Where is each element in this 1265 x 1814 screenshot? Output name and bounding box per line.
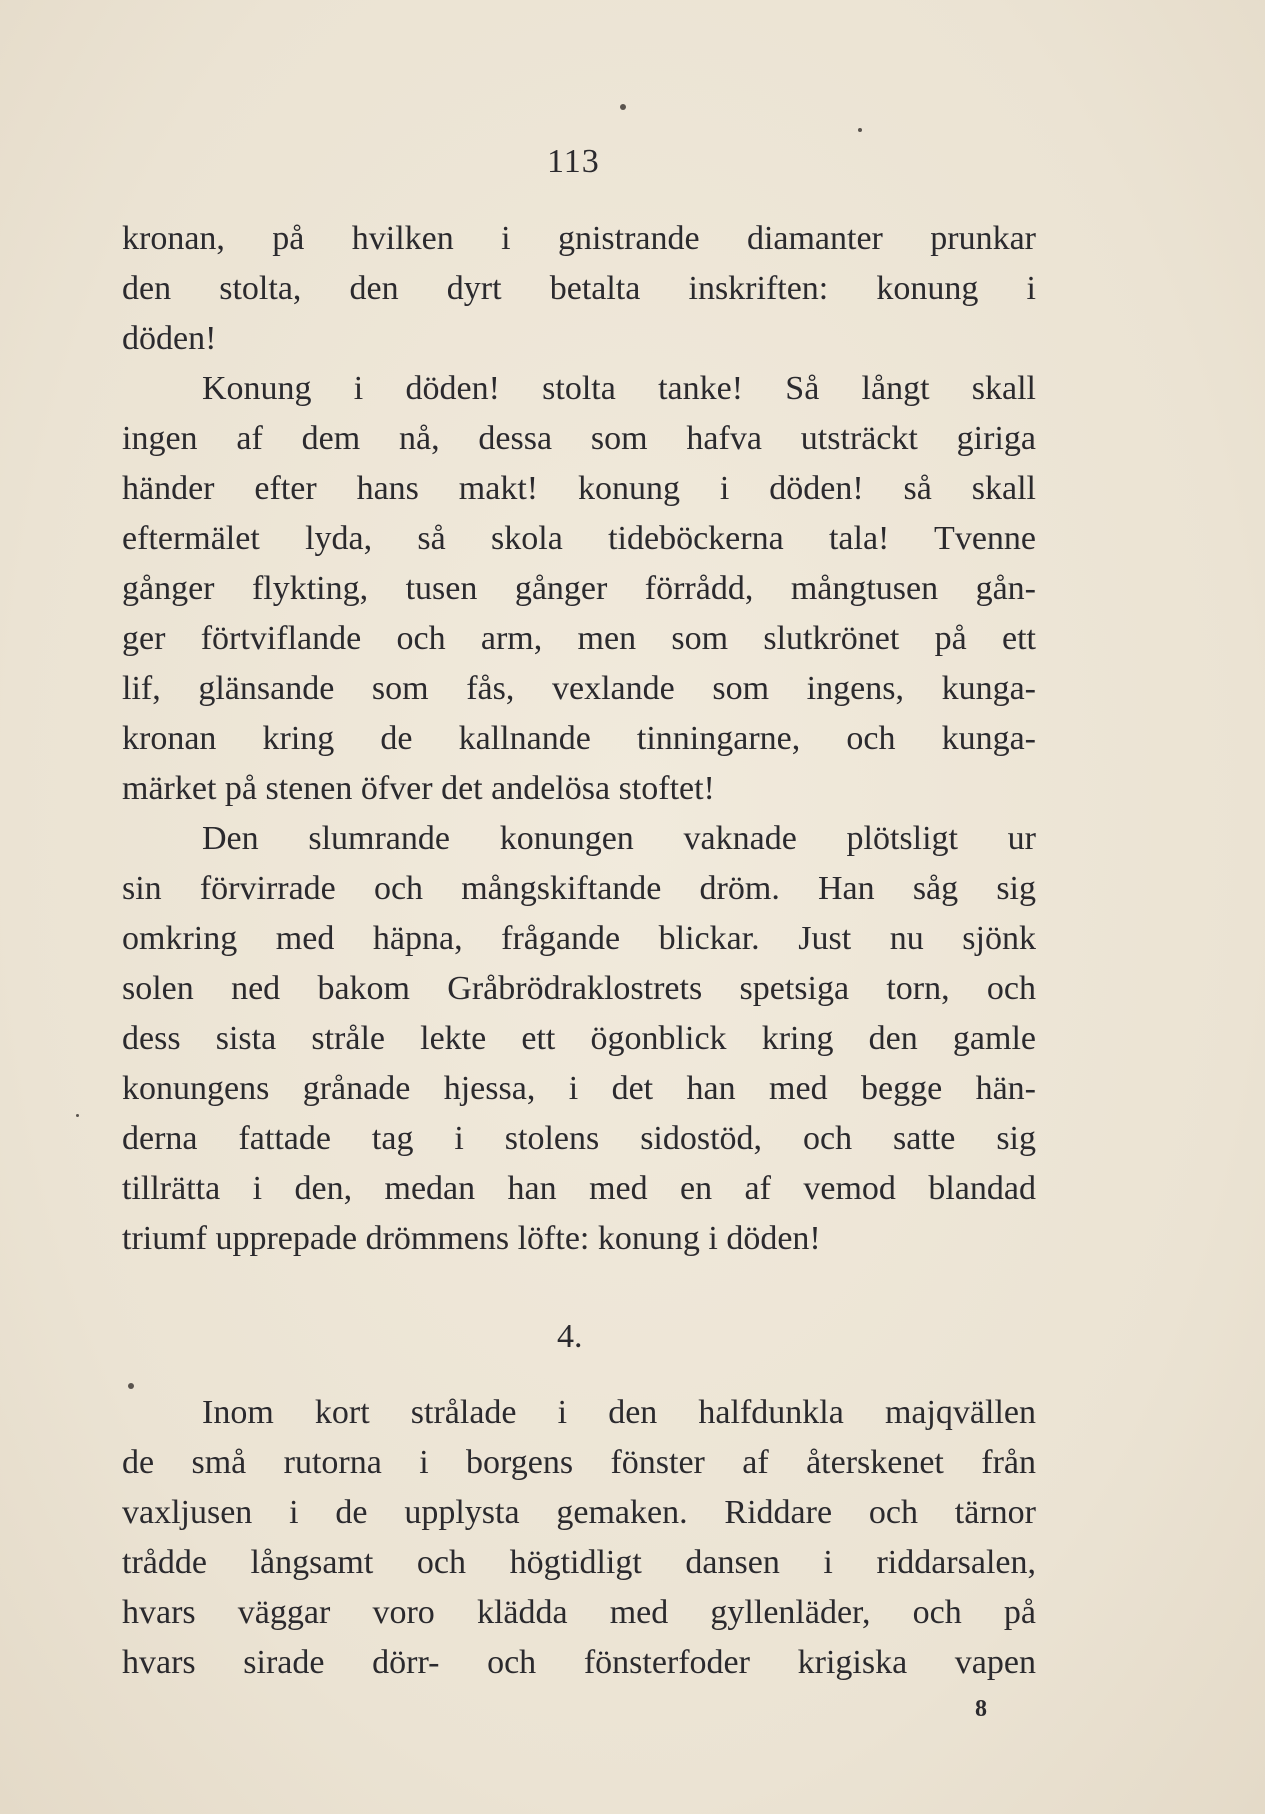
text-line: de små rutorna i borgens fönster af återskenet från xyxy=(122,1444,1036,1481)
text-line: Inom kort strålade i den halfdunkla majqvällen xyxy=(202,1394,1036,1431)
text-line: kronan, på hvilken i gnistrande diamanter prunkar xyxy=(122,220,1036,257)
ink-speck xyxy=(620,104,626,110)
text-line: kronan kring de kallnande tinningarne, och kunga- xyxy=(122,720,1036,757)
text-line: dess sista stråle lekte ett ögonblick kring den gamle xyxy=(122,1020,1036,1057)
text-line: Konung i döden! stolta tanke! Så långt skall xyxy=(202,370,1036,407)
text-line: Den slumrande konungen vaknade plötsligt ur xyxy=(202,820,1036,857)
ink-speck xyxy=(76,1114,79,1117)
text-line: tillrätta i den, medan han med en af vemod blandad xyxy=(122,1170,1036,1207)
text-line: sin förvirrade och mångskiftande dröm. Han såg sig xyxy=(122,870,1036,907)
text-line: hvars sirade dörr- och fönsterfoder krigiska vapen xyxy=(122,1644,1036,1681)
text-line: döden! xyxy=(122,320,217,357)
text-line: trådde långsamt och högtidligt dansen i riddarsalen, xyxy=(122,1544,1036,1581)
text-line: den stolta, den dyrt betalta inskriften: konung i xyxy=(122,270,1036,307)
text-line: ger förtviflande och arm, men som slutkrönet på ett xyxy=(122,620,1036,657)
text-line: ingen af dem nå, dessa som hafva utsträckt giriga xyxy=(122,420,1036,457)
ink-speck xyxy=(858,128,862,132)
text-line: hvars väggar voro klädda med gyllenläder, och på xyxy=(122,1594,1036,1631)
text-line: triumf upprepade drömmens löfte: konung i döden! xyxy=(122,1220,821,1257)
text-line: lif, glänsande som fås, vexlande som ingens, kunga- xyxy=(122,670,1036,707)
text-line: eftermälet lyda, så skola tideböckerna tala! Tvenne xyxy=(122,520,1036,557)
text-line: händer efter hans makt! konung i döden! så skall xyxy=(122,470,1036,507)
section-number: 4. xyxy=(557,1318,583,1355)
text-line: vaxljusen i de upplysta gemaken. Riddare och tärnor xyxy=(122,1494,1036,1531)
text-block-section-4 xyxy=(122,1388,1036,1688)
text-line: solen ned bakom Gråbrödraklostrets spetsiga torn, och xyxy=(122,970,1036,1007)
text-block-chapter-end xyxy=(122,214,1036,1264)
text-line: konungens grånade hjessa, i det han med begge hän- xyxy=(122,1070,1036,1107)
text-line: derna fattade tag i stolens sidostöd, och satte sig xyxy=(122,1120,1036,1157)
page-number: 113 xyxy=(547,143,600,180)
text-line: omkring med häpna, frågande blickar. Just nu sjönk xyxy=(122,920,1036,957)
signature-mark: 8 xyxy=(975,1696,987,1722)
text-line: gånger flykting, tusen gånger förrådd, mångtusen gån- xyxy=(122,570,1036,607)
text-line: märket på stenen öfver det andelösa stoftet! xyxy=(122,770,715,807)
